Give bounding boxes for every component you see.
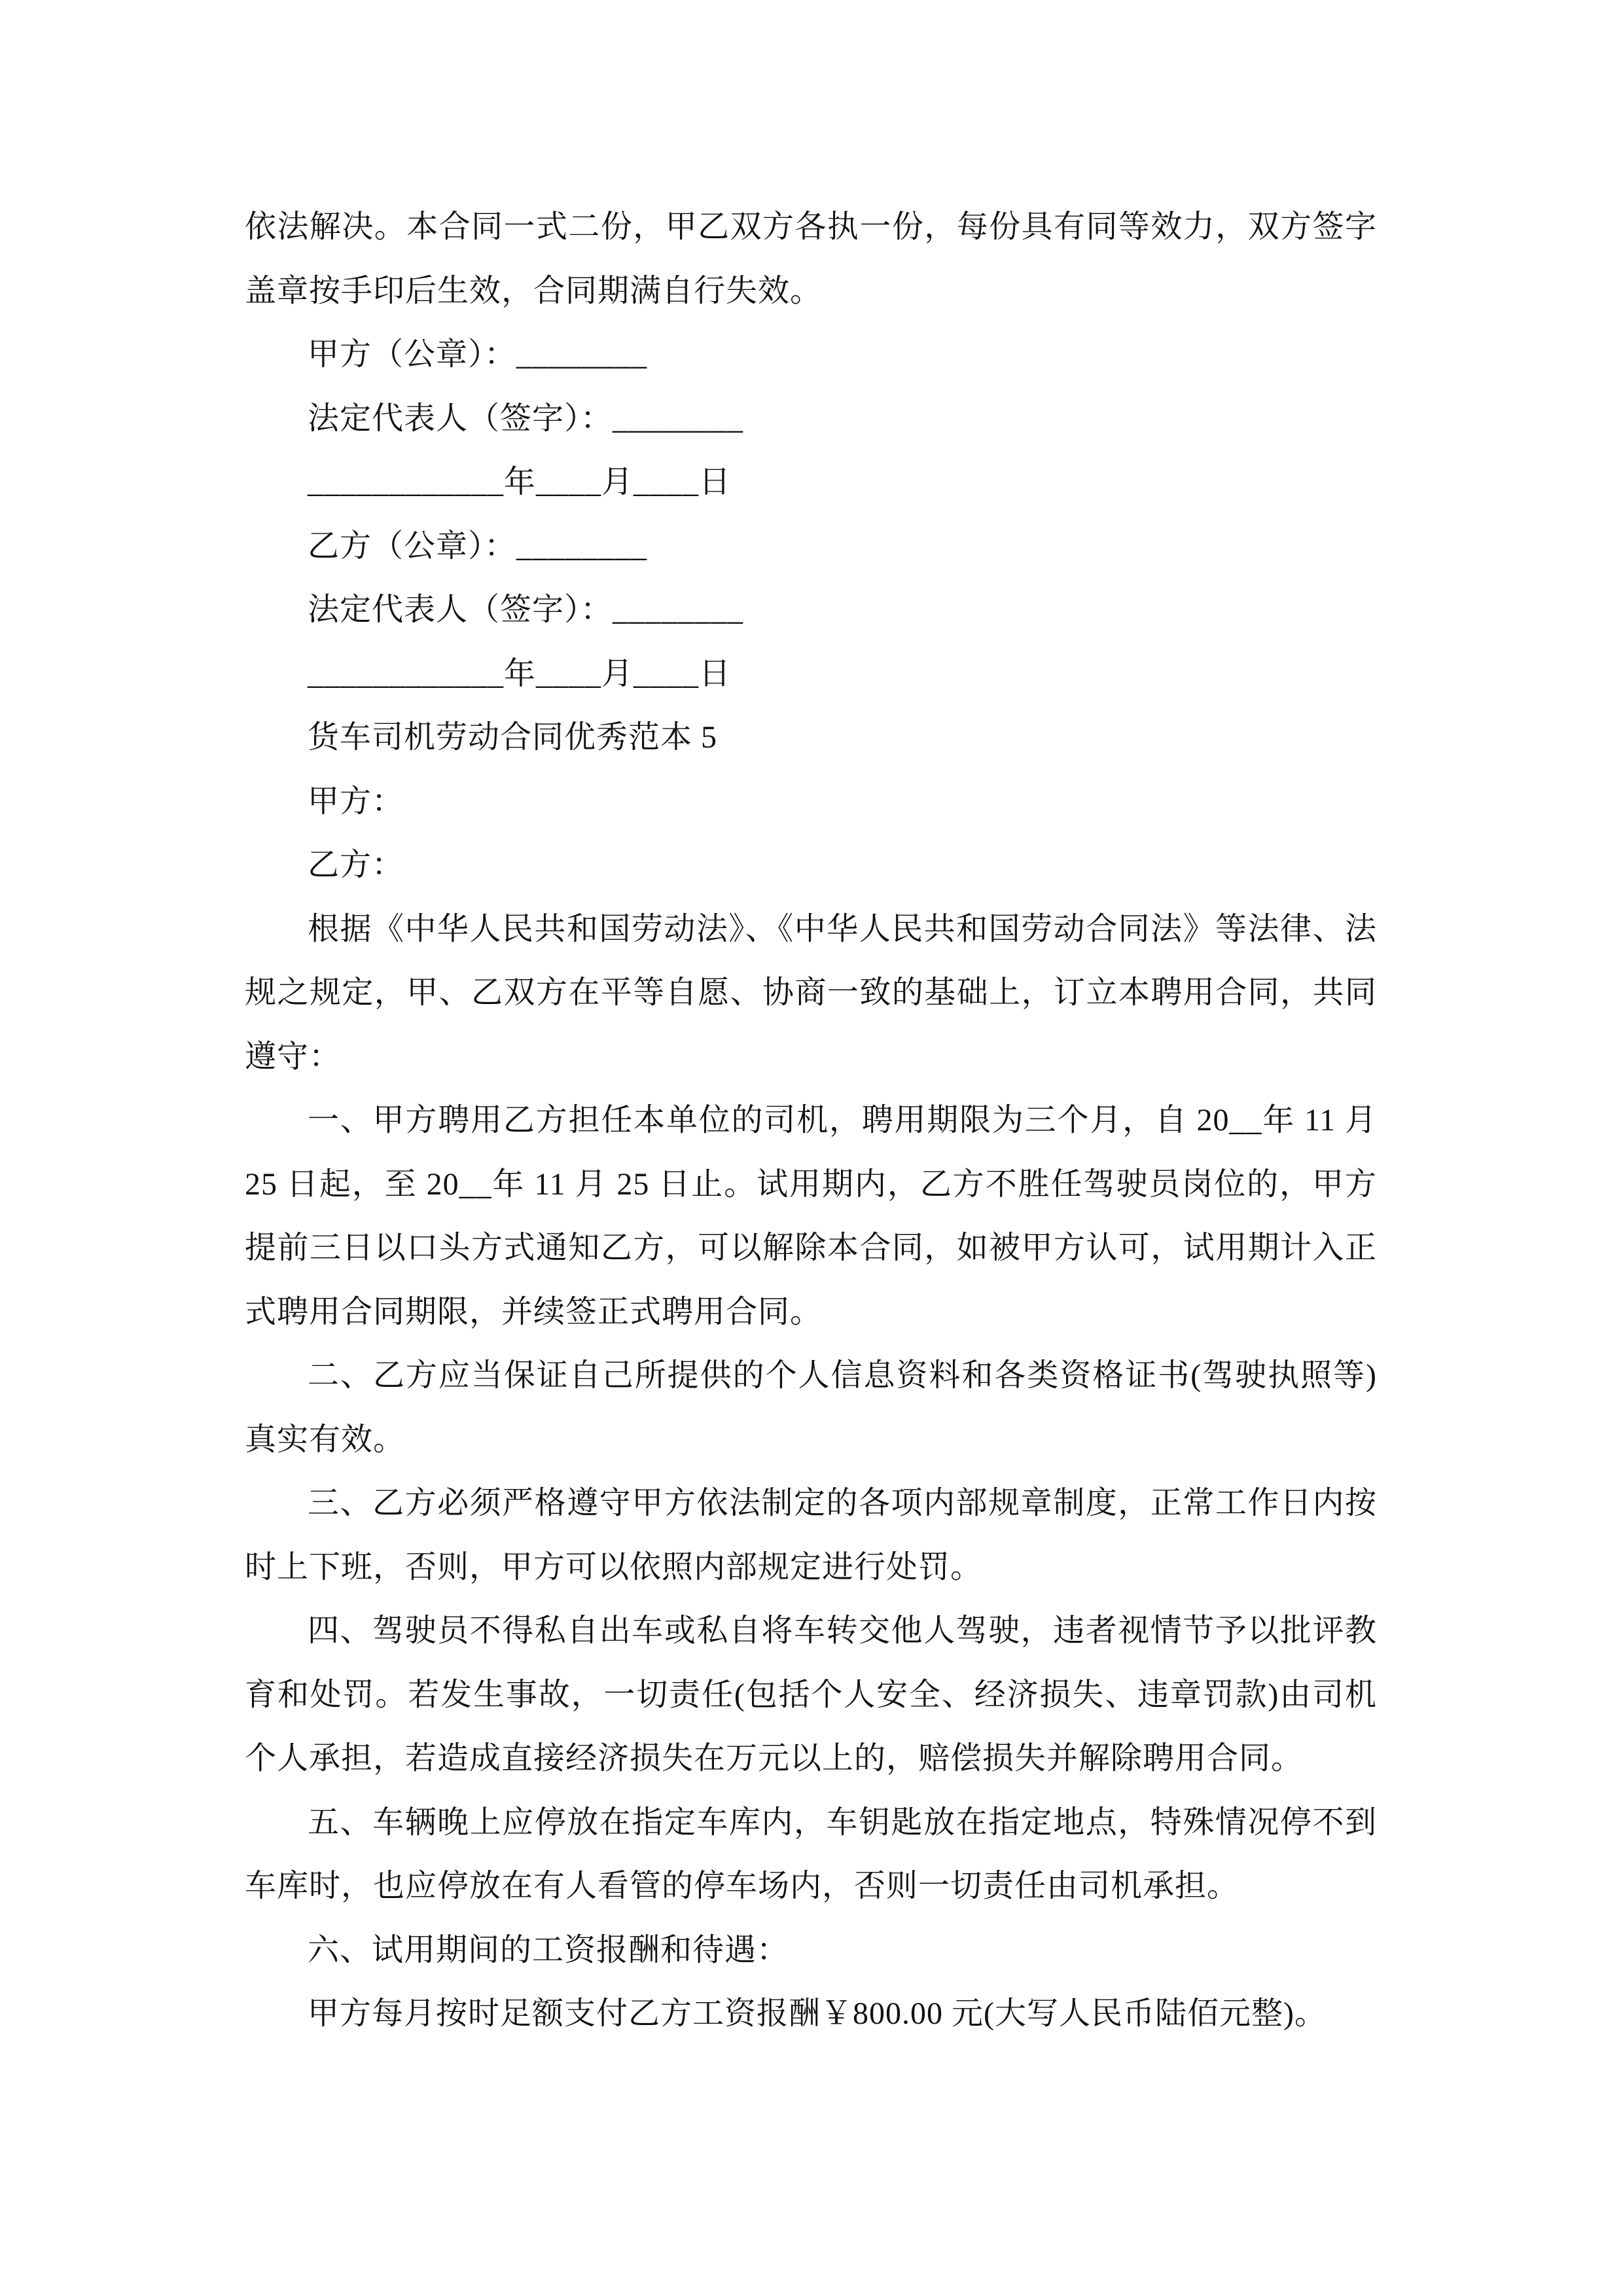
clause-4-line-2: 育和处罚。若发生事故，一切责任(包括个人安全、经济损失、违章罚款)由司机 [245, 1677, 1377, 1712]
clause-1-line-1: 一、甲方聘用乙方担任本单位的司机，聘用期限为三个月，自 20__年 11 月 [308, 1103, 1377, 1138]
party-a-date-line: ____________年____月____日 [308, 465, 732, 499]
clause-4-line-1: 四、驾驶员不得私自出车或私自将车转交他人驾驶，违者视情节予以批评教 [308, 1613, 1377, 1648]
preamble-line-3: 遵守： [245, 1039, 342, 1074]
clause-3-line-2: 时上下班，否则，甲方可以依照内部规定进行处罚。 [245, 1549, 983, 1585]
clause-3-line-1: 三、乙方必须严格遵守甲方依法制定的各项内部规章制度，正常工作日内按 [308, 1486, 1377, 1520]
party-b-label: 乙方： [308, 848, 404, 882]
contract-text-block [245, 195, 1377, 2046]
clause-1-line-4: 式聘用合同期限，并续签正式聘用合同。 [245, 1294, 823, 1329]
clause-5-line-1: 五、车辆晚上应停放在指定车库内，车钥匙放在指定地点，特殊情况停不到 [308, 1804, 1377, 1840]
party-b-date-line: ____________年____月____日 [308, 656, 732, 691]
clause-1-line-2: 25 日起，至 20__年 11 月 25 日止。试用期内，乙方不胜任驾驶员岗位的，甲方 [245, 1166, 1377, 1202]
preamble-line-1: 根据《中华人民共和国劳动法》、《中华人民共和国劳动合同法》等法律、法 [308, 911, 1377, 946]
party-b-representative-line: 法定代表人（签字）：________ [308, 592, 744, 627]
clause-5-line-2: 车库时，也应停放在有人看管的停车场内，否则一切责任由司机承担。 [245, 1869, 1240, 1903]
party-a-label: 甲方： [308, 783, 404, 819]
clause-2-line-2: 真实有效。 [245, 1422, 406, 1457]
clause-1-line-3: 提前三日以口头方式通知乙方，可以解除本合同，如被甲方认可，试用期计入正 [245, 1230, 1377, 1265]
clause-6-heading: 六、试用期间的工资报酬和待遇： [308, 1932, 789, 1967]
party-a-representative-line: 法定代表人（签字）：________ [308, 401, 744, 436]
preamble-line-2: 规之规定，甲、乙双方在平等自愿、协商一致的基础上，订立本聘用合同，共同 [245, 975, 1377, 1010]
clause-4-line-3: 个人承担，若造成直接经济损失在万元以上的，赔偿损失并解除聘用合同。 [245, 1741, 1304, 1776]
party-a-seal-line: 甲方（公章）：________ [308, 337, 648, 372]
closing-clause-line-1: 依法解决。本合同一式二份，甲乙双方各执一份，每份具有同等效力，双方签字 [245, 209, 1377, 244]
clause-6-salary-line: 甲方每月按时足额支付乙方工资报酬￥800.00 元(大写人民币陆佰元整)。 [308, 1996, 1327, 2031]
clause-2-line-1: 二、乙方应当保证自己所提供的个人信息资料和各类资格证书(驾驶执照等) [308, 1358, 1377, 1393]
closing-clause-line-2: 盖章按手印后生效，合同期满自行失效。 [245, 273, 823, 308]
contract-title: 货车司机劳动合同优秀范本 5 [308, 720, 718, 755]
party-b-seal-line: 乙方（公章）：________ [308, 528, 648, 564]
